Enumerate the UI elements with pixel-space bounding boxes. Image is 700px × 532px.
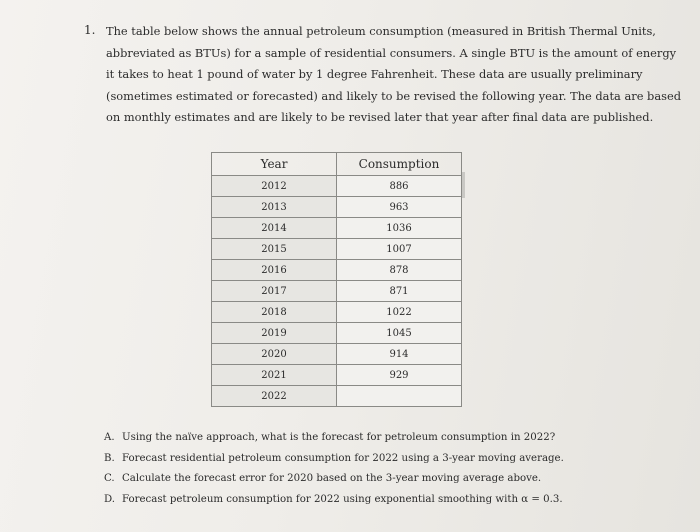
part-text: Forecast petroleum consumption for 2022 using exponential smoothing with α = 0.3. [122,493,563,505]
part-text: Using the naïve approach, what is the forecast for petroleum consumption in 2022? [122,432,556,443]
intro-line: The table below shows the annual petroleum consumption (measured in British Thermal Units, [106,24,656,38]
question-intro [106,21,682,129]
year-cell: 2018 [212,302,337,323]
question-number: 1. [84,23,96,37]
column-header-year: Year [212,153,337,176]
table-row [212,323,462,344]
table-header-row [212,153,462,176]
year-cell: 2019 [212,323,337,344]
table-edge-shadow [462,172,465,198]
consumption-table [211,152,462,407]
consumption-cell: 929 [337,365,462,386]
table-row [212,386,462,407]
part-text: Forecast residential petroleum consumption for 2022 using a 3-year moving average. [122,452,564,464]
intro-line: abbreviated as BTUs) for a sample of residential consumers. A single BTU is the amount of energy [106,45,677,60]
question-part-a [104,432,564,453]
table-row [212,281,462,302]
part-label: D. [104,493,116,505]
table-row [212,197,462,218]
question-part-c [104,473,564,494]
part-text: Calculate the forecast error for 2020 based on the 3-year moving average above. [122,473,542,484]
year-cell: 2013 [212,197,337,218]
consumption-cell: 963 [337,197,462,218]
consumption-cell: 878 [337,260,462,281]
year-cell: 2015 [212,239,337,260]
consumption-cell [337,386,462,407]
intro-line: (sometimes estimated or forecasted) and likely to be revised the following year. The data are based [106,88,682,103]
year-cell: 2012 [212,176,337,197]
consumption-cell: 914 [337,344,462,365]
intro-line: it takes to heat 1 pound of water by 1 degree Fahrenheit. These data are usually preliminary [106,67,643,81]
table-row [212,302,462,323]
table-row [212,218,462,239]
table-row [212,176,462,197]
consumption-cell: 1022 [337,302,462,323]
table-body [212,176,462,407]
table-row [212,260,462,281]
table-row [212,344,462,365]
part-label: A. [104,432,115,443]
year-cell: 2014 [212,218,337,239]
year-cell: 2021 [212,365,337,386]
consumption-cell: 1036 [337,218,462,239]
consumption-cell: 871 [337,281,462,302]
consumption-cell: 1007 [337,239,462,260]
year-cell: 2022 [212,386,337,407]
question-part-b [104,453,564,474]
intro-line: on monthly estimates and are likely to be revised later that year after final data are published. [106,110,654,124]
table-row [212,239,462,260]
question-part-d [104,494,564,515]
year-cell: 2017 [212,281,337,302]
year-cell: 2020 [212,344,337,365]
column-header-consumption: Consumption [337,153,462,176]
year-cell: 2016 [212,260,337,281]
question-parts [104,432,564,514]
table-row [212,365,462,386]
part-label: C. [104,473,115,484]
consumption-cell: 1045 [337,323,462,344]
consumption-cell: 886 [337,176,462,197]
part-label: B. [104,452,115,464]
